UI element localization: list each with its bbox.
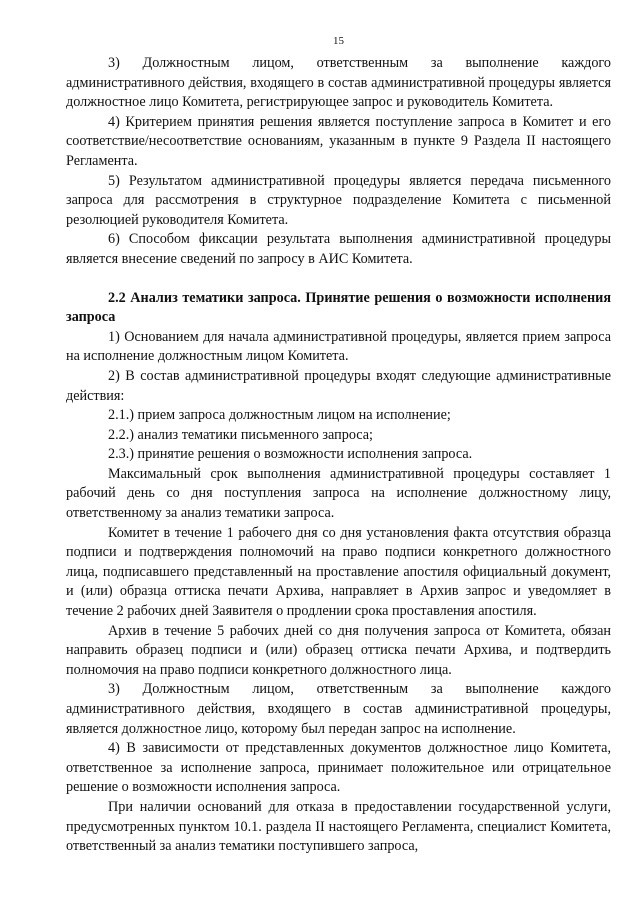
- paragraph: Комитет в течение 1 рабочего дня со дня установления факта отсутствия образца подписи и подтверждения полномочий на право подписи конкретного должностного лица, подписавшего представленный на проставление апостиля официальный документ, и (или) образца оттиска печати Архива, направляет в Архив запрос и уведомляет в течение 2 рабочих дней Заявителя о продлении срока проставления апостиля.: [66, 524, 611, 620]
- paragraph: При наличии оснований для отказа в предоставлении государственной услуги, предусмотренных пунктом 10.1. раздела II настоящего Регламента, специалист Комитета, ответственный за анализ тематики поступившего запроса,: [66, 798, 611, 855]
- paragraph: Архив в течение 5 рабочих дней со дня получения запроса от Комитета, обязан направить образец подписи и (или) образец оттиска печати Архива, и подтвердить полномочия на право подписи конкретного должностного лица.: [66, 622, 611, 678]
- list-item: 2.3.) принятие решения о возможности исполнения запроса.: [108, 446, 473, 463]
- paragraph: 3) Должностным лицом, ответственным за выполнение каждого административного действия, входящего в состав административной процедуры является должностное лицо Комитета, регистрирующее запрос и руководитель Комитета.: [66, 55, 611, 111]
- paragraph: 4) В зависимости от представленных документов должностное лицо Комитета, ответственное за исполнение запроса, принимает положительное или отрицательное решение о возможности исполнения запроса.: [66, 740, 611, 796]
- paragraph: 6) Способом фиксации результата выполнения административной процедуры является внесение сведений по запросу в АИС Комитета.: [66, 231, 611, 267]
- paragraph: 1) Основанием для начала административной процедуры, является прием запроса на исполнение должностным лицом Комитета.: [66, 328, 611, 365]
- paragraph: 5) Результатом административной процедуры является передача письменного запроса для рассмотрения в структурное подразделение Комитета с письменной резолюцией руководителя Комитета.: [66, 172, 611, 228]
- paragraph: 3) Должностным лицом, ответственным за выполнение каждого административного действия, входящего в состав административной процедуры, является должностное лицо, которому был передан запрос на исполнение.: [66, 681, 611, 737]
- document-page: [66, 34, 611, 857]
- paragraph: Максимальный срок выполнения административной процедуры составляет 1 рабочий день со дня поступления запроса на исполнение должностному лицу, ответственному за анализ тематики запроса.: [66, 465, 611, 522]
- page-number: 15: [333, 35, 344, 47]
- section-heading: 2.2 Анализ тематики запроса. Принятие решения о возможности исполнения запроса: [66, 289, 611, 326]
- paragraph-spacer: [66, 270, 611, 289]
- paragraph: 4) Критерием принятия решения является поступление запроса в Комитет и его соответствие/несоответствие основаниям, указанным в пункте 9 Раздела II настоящего Регламента.: [66, 113, 611, 169]
- list-item: 2.2.) анализ тематики письменного запроса;: [108, 426, 373, 443]
- paragraph: 2) В состав административной процедуры входят следующие административные действия:: [66, 367, 611, 404]
- list-item: 2.1.) прием запроса должностным лицом на исполнение;: [108, 407, 451, 424]
